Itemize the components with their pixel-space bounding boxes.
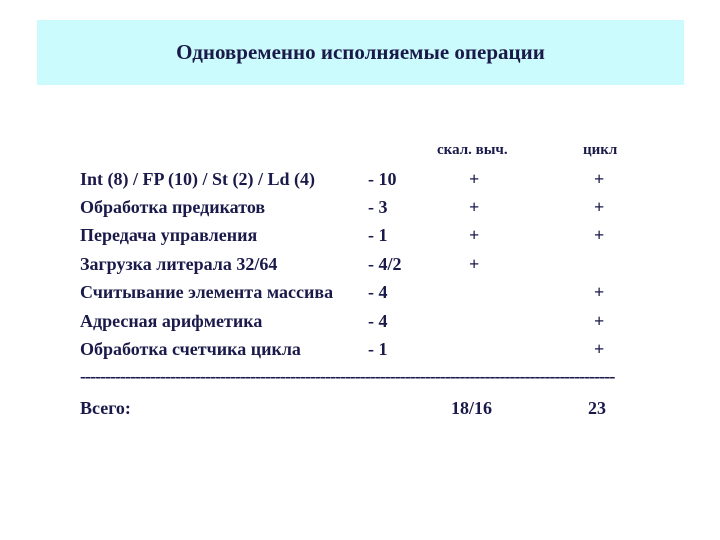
table-row xyxy=(80,254,640,282)
row-scalar-mark: + xyxy=(469,254,480,274)
table-row xyxy=(80,339,640,367)
row-operation-name: Обработка счетчика цикла xyxy=(80,339,301,359)
row-operation-count: - 1 xyxy=(368,225,388,245)
row-operation-name: Загрузка литерала 32/64 xyxy=(80,254,278,274)
row-operation-name: Int (8) / FP (10) / St (2) / Ld (4) xyxy=(80,169,315,189)
row-cycle-mark: + xyxy=(594,282,605,302)
row-operation-count: - 4 xyxy=(368,282,388,302)
row-scalar-mark: + xyxy=(469,197,480,217)
page-title: Одновременно исполняемые операции xyxy=(176,40,545,64)
title-banner xyxy=(37,20,684,85)
row-operation-count: - 10 xyxy=(368,169,397,189)
row-operation-count: - 4/2 xyxy=(368,254,402,274)
total-cycle-value: 23 xyxy=(588,398,606,418)
row-cycle-mark: + xyxy=(594,197,605,217)
row-operation-count: - 4 xyxy=(368,311,388,331)
column-header-scalar: скал. выч. xyxy=(437,142,508,158)
row-cycle-mark: + xyxy=(594,311,605,331)
table-row xyxy=(80,197,640,225)
table-row xyxy=(80,311,640,339)
row-operation-name: Обработка предикатов xyxy=(80,197,266,217)
row-operation-name: Передача управления xyxy=(80,225,258,245)
total-label: Всего: xyxy=(80,398,131,418)
column-header-cycle: цикл xyxy=(583,142,618,158)
row-cycle-mark: + xyxy=(594,169,605,189)
row-scalar-mark: + xyxy=(469,169,480,189)
table-row xyxy=(80,225,640,253)
row-operation-name: Считывание элемента массива xyxy=(80,282,334,302)
row-scalar-mark: + xyxy=(469,225,480,245)
row-cycle-mark: + xyxy=(594,225,605,245)
table-row xyxy=(80,169,640,197)
total-scalar-value: 18/16 xyxy=(451,398,493,418)
row-operation-count: - 1 xyxy=(368,339,388,359)
separator-line: ----------------------------------------------------------------------------------------------------------- xyxy=(80,366,615,384)
row-operation-name: Адресная арифметика xyxy=(80,311,263,331)
table-row xyxy=(80,282,640,310)
row-cycle-mark: + xyxy=(594,339,605,359)
row-operation-count: - 3 xyxy=(368,197,388,217)
